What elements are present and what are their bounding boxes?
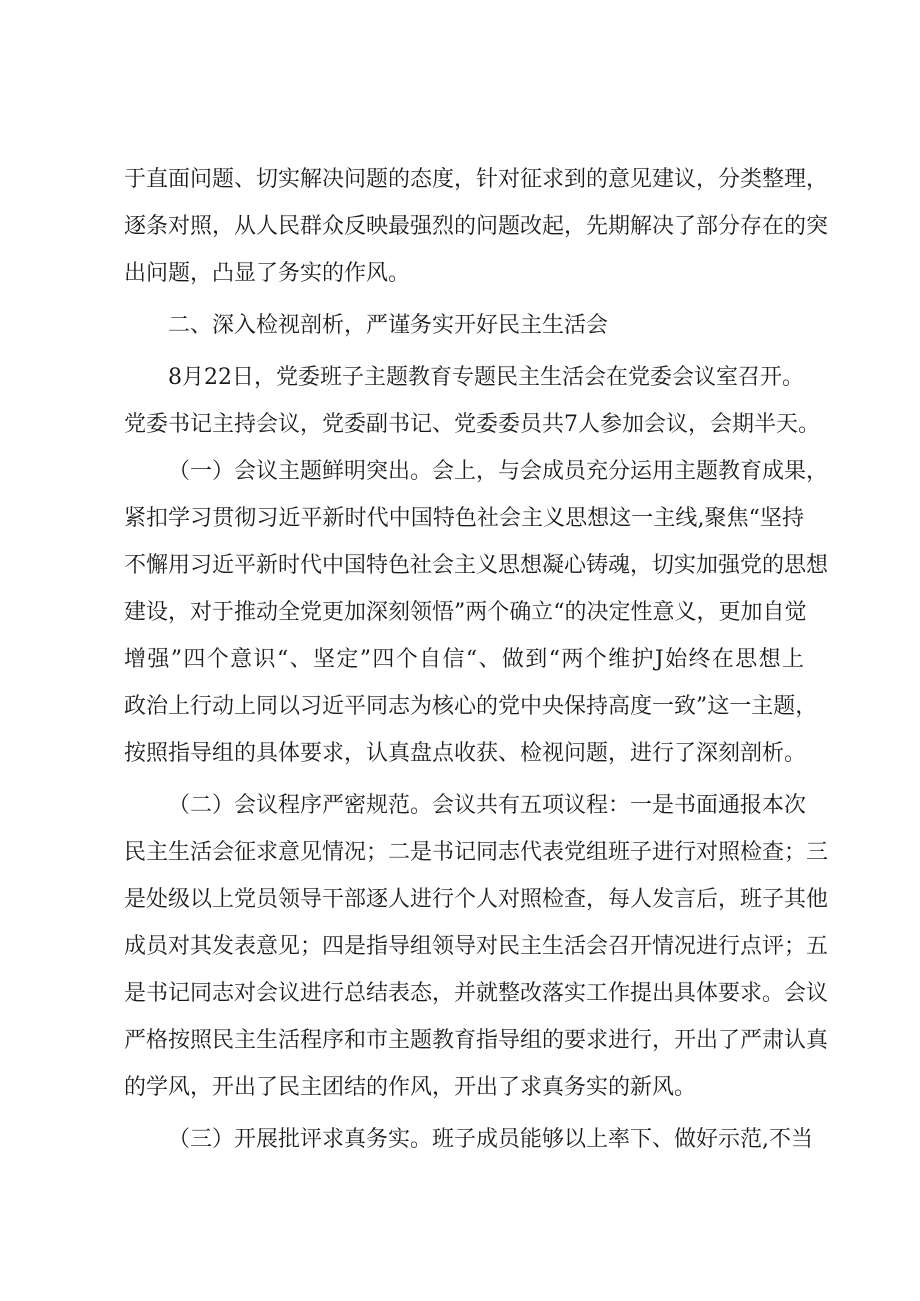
paragraph-line-20: 的学风，开出了民主团结的作风，开出了求真务实的新风。	[124, 1075, 697, 1100]
paragraph-line-18: 是书记同志对会议进行总结表态，并就整改落实工作提出具体要求。会议	[124, 981, 829, 1006]
paragraph-line-5: 8月22日，党委班子主题教育专题民主生活会在党委会议室召开。	[168, 365, 804, 390]
section-heading: 二、深入检视剖析，严谨务实开好民主生活会	[168, 313, 609, 338]
paragraph-line-15: 民主生活会征求意见情况；二是书记同志代表党组班子进行对照检查；三	[124, 840, 829, 865]
paragraph-line-3: 出问题，凸显了务实的作风。	[124, 261, 411, 286]
paragraph-line-13: 按照指导组的具体要求，认真盘点收获、检视问题，进行了深刻剖析。	[124, 741, 807, 766]
paragraph-line-17: 成员对其发表意见；四是指导组领导对民主生活会召开情况进行点评；五	[124, 934, 829, 959]
paragraph-line-12: 政治上行动上同以习近平同志为核心的党中央保持高度一致”这一主题，	[124, 694, 818, 719]
paragraph-line-10: 建设，对于推动全党更加深刻领悟”两个确立“的决定性意义，更加自觉	[124, 600, 807, 625]
paragraph-line-7: （一）会议主题鲜明突出。会上，与会成员充分运用主题教育成果，	[168, 459, 829, 484]
paragraph-line-9: 不懈用习近平新时代中国特色社会主义思想凝心铸魂，切实加强党的思想	[124, 553, 829, 578]
paragraph-line-2: 逐条对照，从人民群众反映最强烈的问题改起，先期解决了部分存在的突	[124, 214, 829, 239]
paragraph-line-19: 严格按照民主生活程序和市主题教育指导组的要求进行，开出了严肃认真	[124, 1028, 829, 1053]
paragraph-line-6: 党委书记主持会议，党委副书记、党委委员共7人参加会议，会期半天。	[124, 412, 820, 437]
paragraph-line-16: 是处级以上党员领导干部逐人进行个人对照检查，每人发言后，班子其他	[124, 887, 829, 912]
paragraph-line-8: 紧扣学习贯彻习近平新时代中国特色社会主义思想这一主线,聚焦“坚持	[124, 506, 804, 531]
paragraph-line-1: 于直面问题、切实解决问题的态度，针对征求到的意见建议，分类整理，	[124, 167, 829, 192]
paragraph-line-21: （三）开展批评求真务实。班子成员能够以上率下、做好示范,不当	[168, 1127, 813, 1152]
paragraph-line-14: （二）会议程序严密规范。会议共有五项议程：一是书面通报本次	[168, 793, 807, 818]
paragraph-line-11: 增强”四个意识“、坚定”四个自信“、做到“两个维护J始终在思想上	[124, 647, 804, 672]
